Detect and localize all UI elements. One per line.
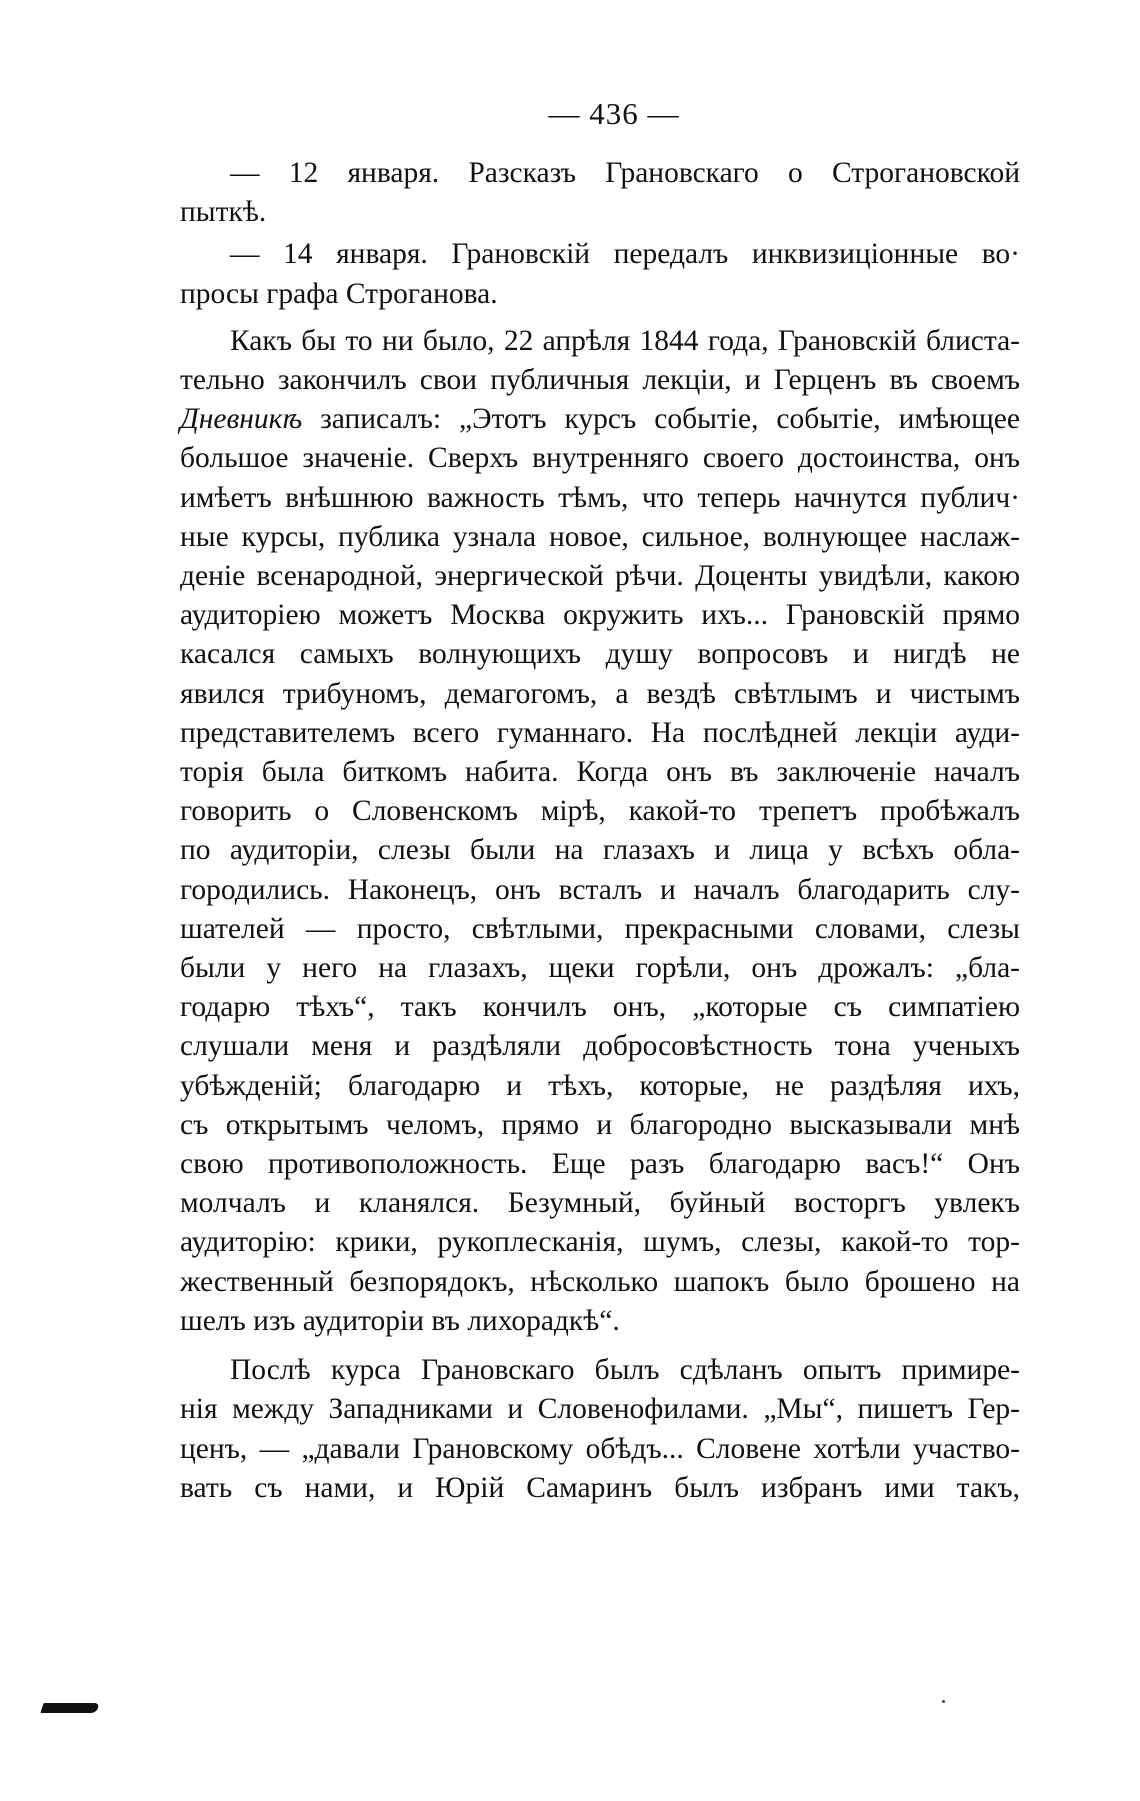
text-line: тельно закончилъ свои публичныя лекціи, и Герценъ въ своемъ bbox=[180, 364, 1020, 397]
text-line: убѣжденій; благодарю и тѣхъ, которые, не раздѣляя ихъ, bbox=[180, 1069, 1020, 1102]
text-line: по аудиторіи, слезы были на глазахъ и лица у всѣхъ обла- bbox=[180, 834, 1020, 867]
text-line: говорить о Словенскомъ мірѣ, какой-то трепетъ пробѣжалъ bbox=[180, 795, 1020, 828]
text-line: Послѣ курса Грановскаго былъ сдѣланъ опытъ примире- bbox=[230, 1354, 1020, 1387]
text-line: аудиторію: крики, рукоплесканія, шумъ, слезы, какой-то тор- bbox=[180, 1226, 1020, 1259]
paragraph-lecture-course bbox=[180, 322, 1020, 1341]
text-line: ценъ, — „давали Грановскому обѣдъ... Словене хотѣли участво- bbox=[180, 1432, 1020, 1465]
page-number: — 436 — bbox=[548, 96, 680, 131]
text-line: вать съ нами, и Юрій Самаринъ былъ избранъ ими такъ, bbox=[180, 1471, 1020, 1504]
text-line: слушали меня и раздѣляли добросовѣстность тона ученыхъ bbox=[180, 1030, 1020, 1063]
text-line: просы графа Строганова. bbox=[180, 277, 498, 310]
paragraph-reconciliation bbox=[180, 1351, 1020, 1508]
text-line: касался самыхъ волнующихъ душу вопросовъ и нигдѣ не bbox=[180, 638, 1020, 671]
scan-speck bbox=[942, 1700, 945, 1703]
text-line: шелъ изъ аудиторіи въ лихорадкѣ“. bbox=[180, 1304, 620, 1337]
text-line: молчалъ и кланялся. Безумный, буйный восторгъ увлекъ bbox=[180, 1187, 1020, 1220]
text-line: жественный безпорядокъ, нѣсколько шапокъ было брошено на bbox=[180, 1265, 1020, 1298]
diary-entry-jan-14 bbox=[180, 235, 1020, 313]
text-line: Какъ бы то ни было, 22 апрѣля 1844 года, Грановскій блиста- bbox=[230, 324, 1020, 357]
text-line: торія была биткомъ набита. Когда онъ въ заключеніе началъ bbox=[180, 756, 1020, 789]
text-line-diary-mention bbox=[180, 400, 1020, 439]
text-line: представителемъ всего гуманнаго. На послѣдней лекціи ауди- bbox=[180, 716, 1020, 749]
text-line: большое значеніе. Сверхъ внутренняго своего достоинства, онъ bbox=[180, 442, 1020, 475]
page-text bbox=[180, 154, 1020, 1508]
text-line: — 12 января. Разсказъ Грановскаго о Строгановской bbox=[230, 157, 1020, 189]
text-line: — 14 января. Грановскій передалъ инквизиціонные во· bbox=[230, 238, 1020, 271]
text-line: пыткѣ. bbox=[180, 196, 267, 229]
text-line: годарю тѣхъ“, такъ кончилъ онъ, „которые съ симпатіею bbox=[180, 991, 1020, 1024]
scan-ink-mark bbox=[40, 1703, 99, 1713]
diary-entry-jan-12 bbox=[180, 154, 1020, 232]
diary-title-italic: Дневникѣ bbox=[180, 403, 303, 436]
text-line: городились. Наконецъ, онъ всталъ и началъ благодарить слу- bbox=[180, 873, 1020, 906]
text-line: нія между Западниками и Словенофилами. „Мы“, пишетъ Гер- bbox=[180, 1393, 1020, 1426]
text-line: аудиторіею можетъ Москва окружить ихъ... Грановскій прямо bbox=[180, 599, 1020, 632]
text-line: явился трибуномъ, демагогомъ, а вездѣ свѣтлымъ и чистымъ bbox=[180, 677, 1020, 710]
book-page bbox=[180, 96, 1020, 1508]
text-line: деніе всенародной, энергической рѣчи. Доценты увидѣли, какою bbox=[180, 560, 1020, 593]
text-line: были у него на глазахъ, щеки горѣли, онъ дрожалъ: „бла- bbox=[180, 952, 1020, 985]
text-line: ные курсы, публика узнала новое, сильное, волнующее наслаж- bbox=[180, 520, 1020, 553]
text-line: шателей — просто, свѣтлыми, прекрасными словами, слезы bbox=[180, 912, 1020, 945]
text-line: съ открытымъ челомъ, прямо и благородно высказывали мнѣ bbox=[180, 1108, 1020, 1141]
text-line: свою противоположность. Еще разъ благодарю васъ!“ Онъ bbox=[180, 1148, 1020, 1181]
text-span: записалъ: „Этотъ курсъ событіе, событіе, имѣющее bbox=[302, 403, 1020, 436]
text-line: имѣетъ внѣшнюю важность тѣмъ, что теперь начнутся публич· bbox=[180, 481, 1020, 514]
